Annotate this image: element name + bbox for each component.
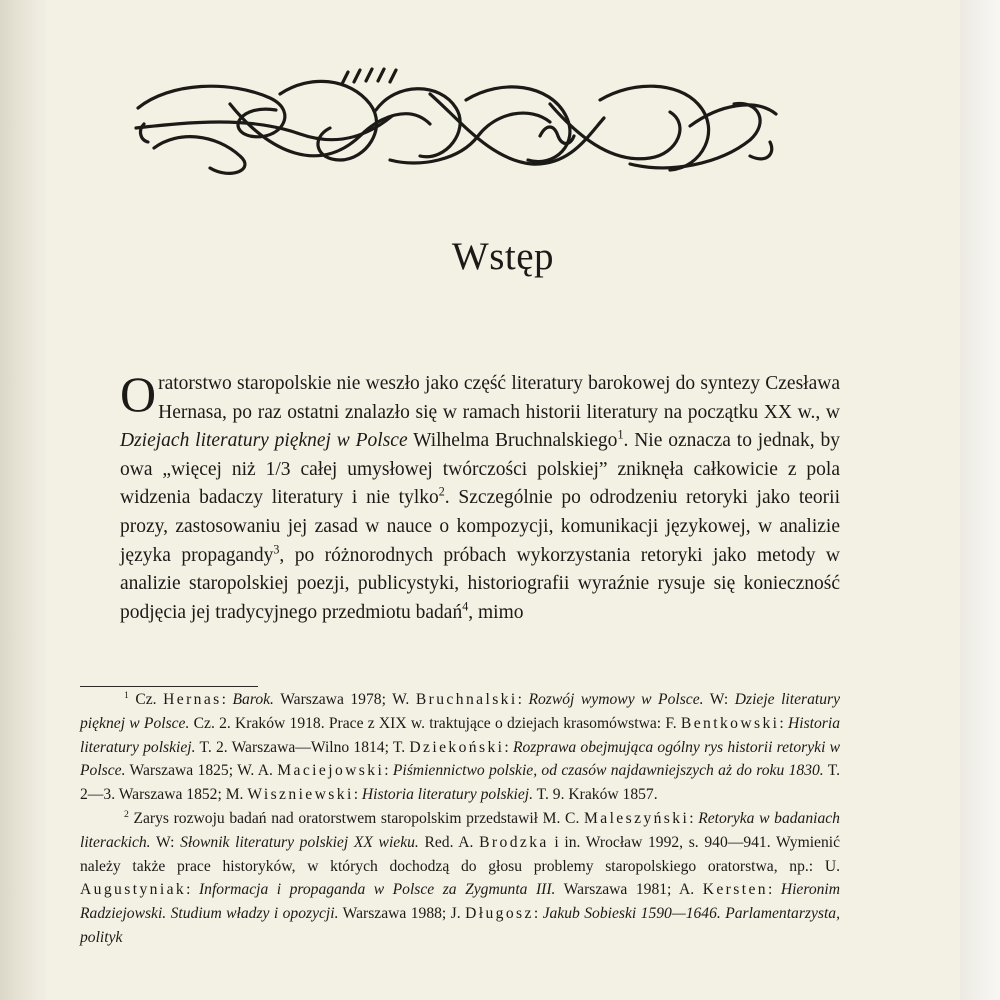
paragraph-text: , mimo [468, 601, 524, 623]
footnote-text: Zarys rozwoju badań nad oratorstwem staropolskim przedstawił M. C. [128, 809, 584, 827]
footnote-text: : [517, 691, 529, 708]
book-gutter [0, 0, 46, 1000]
paragraph-text: . Szczególnie po odrodzeniu retoryki jako teorii prozy, zastosowaniu jej zasad w nauce o kompozycji, komunikacji językowej, w analizie języka propagandy [120, 487, 840, 566]
footnote-number: 1 [124, 689, 129, 701]
author-name: Augustyniak [80, 881, 187, 899]
author-name: Hernas [163, 691, 222, 708]
footnote-text: W: [703, 691, 735, 708]
footnote-text: Warszawa 1825; W. A. [125, 762, 278, 780]
paragraph-text: Wilhelma Bruchnalskiego [407, 430, 618, 452]
work-title: Rozwój wymowy w Polsce. [528, 691, 704, 708]
footnote-ref-2[interactable]: 2 [438, 484, 445, 499]
paragraph-text: . Nie oznacza to jednak, by owa „więcej niż 1/3 całej umysłowej twórczości polskiej” zniknęła całkowicie z pola widzenia badaczy literatury i nie tylko [120, 430, 840, 509]
work-title: Historia literatury polskiej. [361, 786, 534, 804]
work-title: Rozprawa obejmująca ogólny rys historii retoryki w Polsce. [80, 738, 841, 780]
footnote-ref-4[interactable]: 4 [462, 599, 469, 614]
footnote-text: : [533, 905, 543, 923]
footnotes [80, 688, 840, 950]
footnote-text: Cz. [128, 691, 164, 708]
footnote-text: : [384, 762, 393, 780]
author-name: Wiszniewski [247, 786, 354, 804]
paragraph-italic-title: Dziejach literatury pięknej w Polsce [120, 430, 408, 452]
work-title: Jakub Sobieski 1590—1646. Parlamentarzysta, polityk [80, 905, 840, 946]
decorative-headpiece-ornament [130, 64, 782, 190]
footnote-text: : [767, 881, 781, 899]
work-title: Hieronim Radziejowski. Studium władzy i opozycji. [80, 881, 841, 923]
footnote-text: Warszawa 1981; A. [555, 881, 703, 899]
footnote-text: T. 2—3. Warszawa 1852; M. [80, 762, 841, 804]
footnote-ref-3[interactable]: 3 [273, 542, 280, 557]
footnote-number: 2 [124, 808, 129, 820]
footnote-text: Cz. 2. Kraków 1918. Prace z XIX w. traktujące o dziejach krasomówstwa: F. [189, 714, 681, 732]
author-name: Bruchnalski [415, 691, 518, 708]
page-edge [960, 0, 1000, 1000]
chapter-title: Wstęp [451, 235, 555, 278]
author-name: Maciejowski [277, 762, 385, 780]
book-page [46, 0, 960, 1000]
work-title: Informacja i propaganda w Polsce za Zygmunta III. [198, 881, 556, 899]
drop-cap: O [120, 366, 157, 422]
footnote-text: : [504, 738, 513, 756]
author-name: Dziekoński [409, 738, 505, 756]
footnote-text: Warszawa 1988; J. [338, 905, 466, 923]
work-title: Historia literatury polskiej. [80, 714, 841, 756]
author-name: Maleszyński [583, 809, 690, 827]
footnote-separator [80, 686, 258, 687]
work-title: Słownik literatury polskiej XX wieku. [180, 833, 419, 851]
footnote-1 [80, 688, 840, 807]
footnote-text: : [779, 714, 789, 732]
footnote-text: W: [150, 833, 181, 851]
footnote-2 [80, 807, 840, 950]
author-name: Kersten [702, 881, 768, 899]
author-name: Długosz [465, 905, 534, 923]
footnote-text: : [689, 809, 699, 827]
footnote-text: : [221, 691, 233, 708]
paragraph-text: , po różnorodnych próbach wykorzystania retoryki jako metody w analizie staropolskiej poezji, publicystyki, historiografii wyraźnie rysuje się konieczność podjęcia jej tradycyjnego przedmiotu badań [120, 544, 840, 623]
author-name: Brodzka [479, 833, 549, 851]
work-title: Piśmiennictwo polskie, od czasów najdawniejszych aż do roku 1830. [392, 762, 824, 780]
footnote-text: i in. Wrocław 1992, s. 940—941. Wymienić należy także prace historyków, w których dochodzą do głosu problemy staropolskiego oratorstwa, np.: U. [80, 833, 841, 875]
footnote-text: T. 2. Warszawa—Wilno 1814; T. [195, 738, 410, 756]
paragraph-text: ratorstwo staropolskie nie weszło jako część literatury barokowej do syntezy Czesława Hernasa, po raz ostatni znalazło się w ramach historii literatury na początku XX w., w [158, 373, 840, 423]
work-title: Dzieje literatury pięknej w Polsce. [80, 691, 841, 732]
footnote-text: T. 9. Kraków 1857. [533, 786, 658, 804]
work-title: Retoryka w badaniach literackich. [80, 809, 840, 851]
footnote-text: Red. A. [418, 833, 480, 851]
work-title: Barok. [232, 691, 274, 708]
author-name: Bentkowski [680, 714, 780, 732]
footnote-text: : [353, 786, 362, 804]
footnote-text: Warszawa 1978; W. [273, 691, 416, 708]
footnote-ref-1[interactable]: 1 [617, 427, 624, 442]
main-paragraph [120, 366, 840, 627]
footnote-text: : [186, 881, 199, 899]
